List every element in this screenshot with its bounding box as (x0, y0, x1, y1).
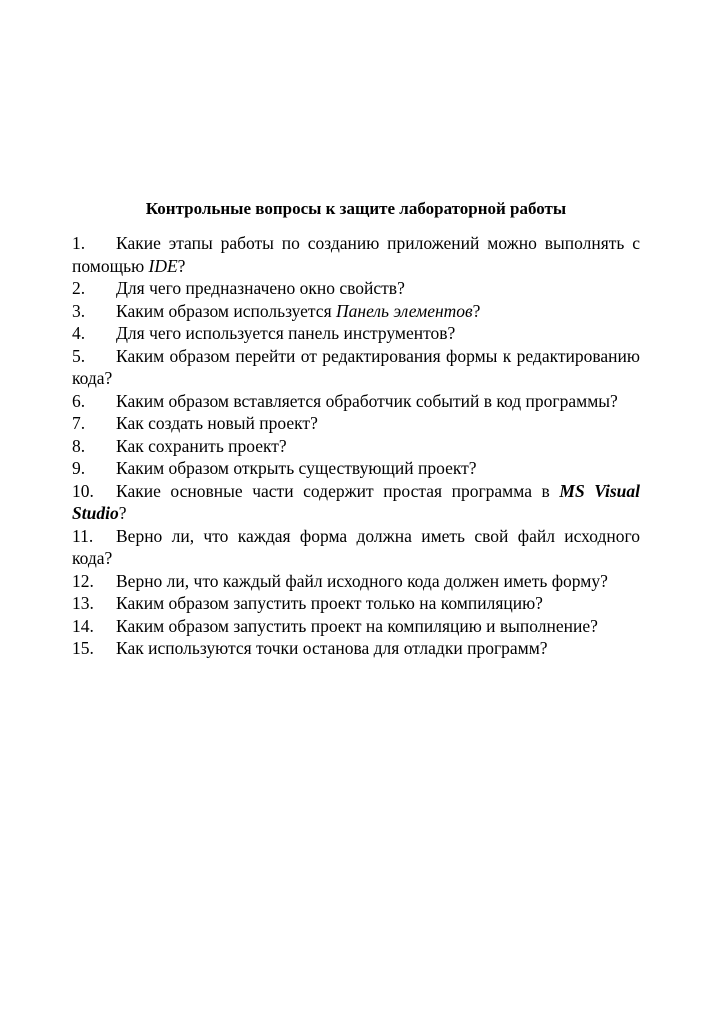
question-number: 7. (72, 413, 86, 433)
question-end: ? (118, 503, 127, 523)
question-strong: MS Visual Studio (72, 480, 640, 523)
question-text: Какие этапы работы по созданию приложений можно выполнять с помощью (72, 233, 640, 276)
question-3 (72, 300, 640, 323)
question-number: 11. (72, 525, 94, 546)
question-text: Каким образом перейти от редактирования формы к редактированию кода? (72, 345, 640, 388)
question-text: Как создать новый проект? (116, 413, 318, 433)
question-9 (72, 457, 640, 480)
question-11 (72, 525, 640, 570)
question-13 (72, 592, 640, 615)
question-10 (72, 480, 640, 525)
question-text: Для чего используется панель инструментов? (116, 323, 456, 343)
question-number: 9. (72, 458, 86, 478)
question-text: Каким образом используется (116, 300, 336, 321)
question-number: 6. (72, 390, 86, 411)
question-emphasis: IDE (148, 255, 178, 276)
questions-list (72, 232, 640, 660)
question-12 (72, 570, 640, 593)
question-text: Верно ли, что каждый файл исходного кода должен иметь форму? (116, 570, 608, 591)
question-number: 15. (72, 638, 94, 658)
question-15 (72, 637, 640, 660)
question-text: Как сохранить проект? (116, 435, 287, 456)
question-text: Как используются точки останова для отладки программ? (116, 638, 548, 658)
question-text: Для чего предназначено окно свойств? (116, 278, 405, 298)
question-number: 3. (72, 300, 86, 321)
question-end: ? (472, 300, 481, 321)
question-number: 2. (72, 278, 86, 298)
document-title: Контрольные вопросы к защите лабораторной работы (145, 199, 567, 218)
question-6 (72, 390, 640, 413)
question-text: Каким образом запустить проект на компиляцию и выполнение? (116, 615, 598, 636)
question-1 (72, 232, 640, 277)
question-number: 14. (72, 615, 94, 636)
question-7 (72, 412, 640, 435)
question-number: 13. (72, 593, 94, 613)
question-8 (72, 435, 640, 458)
question-text: Каким образом запустить проект только на компиляцию? (116, 593, 543, 613)
question-number: 4. (72, 323, 86, 343)
question-5 (72, 345, 640, 390)
question-number: 1. (72, 233, 86, 253)
question-number: 8. (72, 435, 86, 456)
question-number: 10. (72, 480, 94, 501)
question-end: ? (177, 255, 186, 276)
question-number: 12. (72, 570, 94, 591)
question-4 (72, 322, 640, 345)
question-number: 5. (72, 345, 86, 366)
question-text: Верно ли, что каждая форма должна иметь свой файл исходного кода? (72, 525, 640, 568)
question-14 (72, 615, 640, 638)
question-text: Каким образом открыть существующий проект? (116, 458, 477, 478)
question-2 (72, 277, 640, 300)
question-emphasis: Панель элементов (336, 300, 473, 321)
question-text: Какие основные части содержит простая программа в (116, 480, 560, 501)
question-text: Каким образом вставляется обработчик событий в код программы? (116, 390, 618, 411)
document-page (72, 198, 640, 660)
